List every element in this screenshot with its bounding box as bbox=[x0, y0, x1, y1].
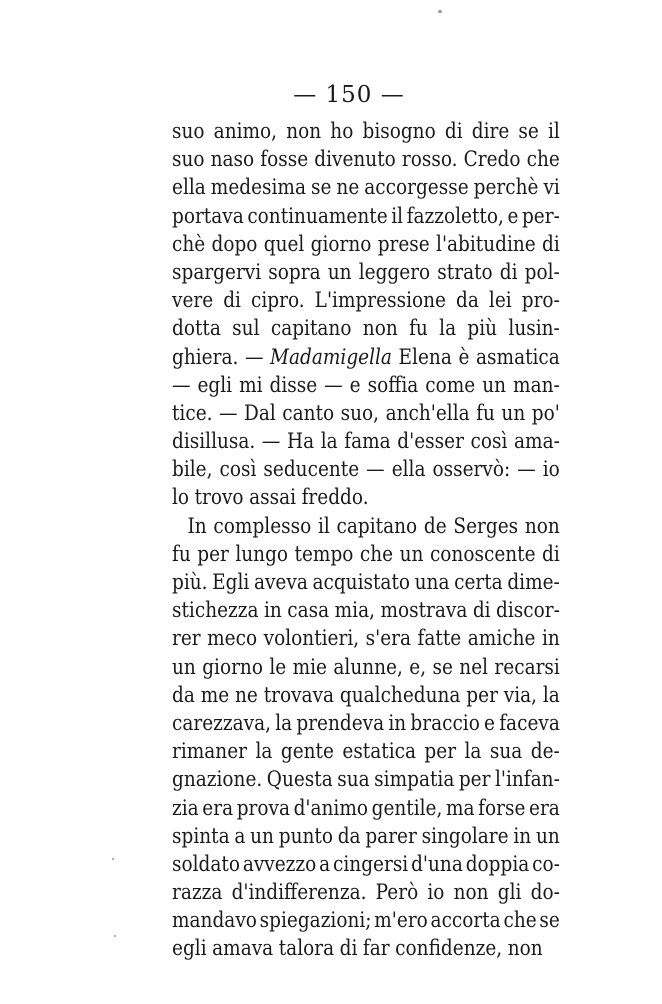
word: disillusa. bbox=[172, 429, 256, 455]
word: fu bbox=[172, 541, 191, 567]
word: spiegazioni; bbox=[259, 908, 372, 934]
word: bisogno bbox=[362, 119, 436, 144]
word: Madamigella bbox=[270, 344, 392, 370]
word: che bbox=[503, 908, 537, 934]
word: nel bbox=[459, 654, 489, 680]
word: suo, bbox=[340, 400, 380, 426]
word: mostrava bbox=[380, 598, 468, 624]
word: di bbox=[542, 231, 560, 257]
text-line bbox=[172, 682, 560, 710]
word: la bbox=[464, 739, 482, 765]
word: dime- bbox=[507, 570, 560, 595]
word: un bbox=[535, 823, 560, 849]
word: capitano bbox=[336, 513, 418, 539]
word: d'una bbox=[411, 851, 463, 877]
word: da bbox=[456, 288, 479, 314]
text-line bbox=[172, 879, 560, 907]
word: mia, bbox=[334, 598, 376, 624]
text-line bbox=[172, 456, 560, 484]
word: mie bbox=[292, 654, 328, 680]
word: animo, bbox=[213, 119, 278, 144]
word: suo bbox=[172, 147, 205, 173]
word: stichezza bbox=[172, 598, 259, 624]
text-line bbox=[172, 344, 560, 372]
word: Credo bbox=[463, 147, 521, 173]
word: canto bbox=[282, 400, 335, 426]
word: un bbox=[501, 400, 526, 426]
word: il bbox=[547, 119, 560, 144]
word: gli bbox=[497, 880, 522, 906]
word: qualcheduna bbox=[339, 682, 461, 708]
word: faceva bbox=[499, 710, 560, 736]
word: più. bbox=[172, 570, 208, 595]
word: Elena bbox=[398, 344, 452, 370]
text-line bbox=[172, 118, 560, 146]
word: discor- bbox=[496, 598, 560, 624]
word: assai bbox=[249, 485, 297, 511]
word: per bbox=[424, 739, 457, 765]
word: per bbox=[466, 682, 498, 708]
word: la bbox=[320, 429, 338, 455]
word: la bbox=[255, 739, 273, 765]
word: talora bbox=[278, 936, 335, 962]
text-line bbox=[172, 597, 560, 625]
word: soffia bbox=[367, 372, 419, 398]
word: bile, bbox=[172, 457, 213, 483]
word: lo bbox=[172, 485, 190, 511]
word: amava bbox=[212, 936, 274, 962]
word: e bbox=[507, 203, 519, 229]
word: Questa bbox=[266, 767, 333, 793]
word: estatica bbox=[342, 739, 416, 765]
paper-speck bbox=[112, 858, 114, 860]
word: egli bbox=[197, 372, 233, 398]
word: di bbox=[499, 259, 518, 285]
word: lusin- bbox=[508, 316, 560, 342]
word: per- bbox=[521, 203, 560, 229]
word: trovo bbox=[194, 485, 244, 511]
text-line bbox=[172, 484, 560, 512]
word: in bbox=[264, 598, 282, 624]
word: naso bbox=[210, 147, 255, 173]
word: la bbox=[275, 710, 293, 736]
word: man- bbox=[513, 372, 560, 398]
word: co- bbox=[532, 851, 560, 877]
page-number: — 150 — bbox=[293, 82, 405, 108]
word: pol- bbox=[524, 259, 560, 285]
word: ella bbox=[391, 457, 426, 483]
word: carezzava, bbox=[172, 710, 272, 736]
word: cingersi bbox=[333, 851, 409, 877]
word: a bbox=[234, 823, 246, 849]
word: giorno bbox=[202, 654, 263, 680]
word: ella bbox=[172, 175, 206, 201]
word: singolare bbox=[421, 823, 509, 849]
word: gente bbox=[280, 739, 334, 765]
word: fama bbox=[344, 429, 391, 455]
word: po' bbox=[531, 400, 560, 426]
word: simpatia bbox=[374, 767, 455, 793]
word: di bbox=[223, 288, 241, 314]
word: de bbox=[423, 513, 447, 539]
paper-speck bbox=[438, 10, 442, 13]
word: gentile, bbox=[371, 795, 443, 821]
word: così bbox=[219, 457, 257, 483]
word: sopra bbox=[268, 259, 321, 285]
word: più bbox=[467, 316, 498, 342]
word: de- bbox=[530, 739, 560, 765]
word: Dal bbox=[244, 400, 276, 426]
word: Ha bbox=[286, 429, 315, 455]
text-line bbox=[172, 146, 560, 174]
word: egli bbox=[172, 936, 207, 962]
word: Egli bbox=[212, 570, 250, 595]
word: continuamente bbox=[247, 203, 388, 229]
word: per bbox=[197, 541, 229, 567]
word: l'abitudine bbox=[436, 231, 536, 257]
word: alunne, bbox=[333, 654, 403, 680]
word: sua bbox=[489, 739, 523, 765]
word: da bbox=[172, 682, 195, 708]
text-line bbox=[172, 372, 560, 400]
word: cipro. bbox=[250, 288, 305, 314]
text-line bbox=[172, 428, 560, 456]
word: da bbox=[337, 823, 361, 849]
word: se bbox=[518, 119, 539, 144]
word: un bbox=[399, 541, 424, 567]
word: s'era bbox=[365, 626, 412, 652]
word: ne bbox=[336, 175, 360, 201]
word: confidenze, bbox=[395, 936, 503, 962]
word: suo bbox=[172, 119, 205, 144]
word: Però bbox=[375, 880, 419, 906]
word: perchè bbox=[473, 175, 539, 201]
word: un bbox=[172, 654, 196, 680]
text-line bbox=[172, 203, 560, 231]
word: certa bbox=[454, 570, 503, 595]
text-line bbox=[172, 795, 560, 823]
word: parer bbox=[365, 823, 417, 849]
word: e bbox=[484, 710, 496, 736]
word: casa bbox=[287, 598, 330, 624]
word: le bbox=[269, 654, 287, 680]
word: medesima bbox=[210, 175, 306, 201]
word: disse bbox=[269, 372, 318, 398]
word: vi bbox=[543, 175, 560, 201]
word: se bbox=[310, 175, 332, 201]
word: e, bbox=[409, 654, 427, 680]
word: L'impressione bbox=[314, 288, 446, 314]
word: — bbox=[517, 457, 536, 483]
text-line bbox=[172, 766, 560, 794]
word: se bbox=[539, 908, 560, 934]
word: che bbox=[359, 541, 394, 567]
word: strato bbox=[437, 259, 493, 285]
word: in bbox=[513, 823, 532, 849]
word: — bbox=[324, 372, 343, 398]
text-line bbox=[172, 541, 560, 569]
word: la bbox=[439, 316, 457, 342]
word: forse bbox=[478, 795, 526, 821]
word: gnazione. bbox=[172, 767, 263, 793]
word: e bbox=[349, 372, 361, 398]
word: braccio bbox=[410, 710, 480, 736]
word: — bbox=[366, 457, 385, 483]
word: d'indifferenza. bbox=[231, 880, 367, 906]
word: prese bbox=[377, 231, 430, 257]
word: lungo bbox=[235, 541, 289, 567]
word: io bbox=[542, 457, 560, 483]
word: freddo. bbox=[301, 485, 369, 511]
word: mi bbox=[239, 372, 263, 398]
word: amiche bbox=[467, 626, 536, 652]
text-line bbox=[172, 935, 560, 963]
word: il bbox=[391, 203, 404, 229]
word: leggero bbox=[358, 259, 431, 285]
word: pro- bbox=[521, 288, 560, 314]
text-line bbox=[172, 231, 560, 259]
word: era bbox=[529, 795, 560, 821]
word: non bbox=[453, 880, 489, 906]
word: ma bbox=[445, 795, 475, 821]
word: una bbox=[414, 570, 450, 595]
word: razza bbox=[172, 880, 223, 906]
word: avvezzo bbox=[242, 851, 317, 877]
word: recarsi bbox=[494, 654, 560, 680]
word: di bbox=[444, 119, 463, 144]
word: un bbox=[482, 372, 507, 398]
word: tempo bbox=[294, 541, 354, 567]
text-line bbox=[172, 400, 560, 428]
word: do- bbox=[530, 880, 560, 906]
word: di bbox=[542, 541, 560, 567]
word: complesso bbox=[213, 513, 312, 539]
word: spargervi bbox=[172, 259, 262, 285]
word: portava bbox=[172, 203, 244, 229]
word: fazzoletto, bbox=[406, 203, 504, 229]
word: così bbox=[470, 429, 508, 455]
word: la bbox=[542, 682, 560, 708]
word: fatte bbox=[417, 626, 462, 652]
word: io bbox=[427, 880, 445, 906]
word: giorno bbox=[310, 231, 372, 257]
word: di bbox=[472, 598, 491, 624]
word: capitano bbox=[270, 316, 352, 342]
word: spinta bbox=[172, 823, 230, 849]
text-line bbox=[172, 907, 560, 935]
word: dire bbox=[471, 119, 510, 144]
word: meco bbox=[207, 626, 258, 652]
word: osservò: bbox=[432, 457, 511, 483]
word: trovava bbox=[263, 682, 335, 708]
text-line bbox=[172, 259, 560, 287]
word: mandavo bbox=[172, 908, 257, 934]
word: fu bbox=[476, 400, 495, 426]
word: chè bbox=[172, 231, 206, 257]
word: di bbox=[339, 936, 358, 962]
word: aveva bbox=[253, 570, 308, 595]
word: accorgesse bbox=[364, 175, 469, 201]
word: non bbox=[286, 119, 322, 144]
word: soldato bbox=[172, 851, 240, 877]
word: dotta bbox=[172, 316, 221, 342]
text-line bbox=[172, 569, 560, 597]
text-line bbox=[172, 738, 560, 766]
word: volontieri, bbox=[263, 626, 360, 652]
word: non bbox=[507, 936, 543, 962]
word: divenuto bbox=[314, 147, 396, 173]
word: asmatica bbox=[476, 344, 560, 370]
word: a bbox=[319, 851, 331, 877]
word: come bbox=[425, 372, 476, 398]
word: rimaner bbox=[172, 739, 248, 765]
text-line bbox=[172, 823, 560, 851]
word: d'esser bbox=[397, 429, 464, 455]
word: — bbox=[244, 344, 264, 370]
word: era bbox=[202, 795, 234, 821]
word: non bbox=[362, 316, 398, 342]
text-line bbox=[172, 174, 560, 202]
word: accorta bbox=[430, 908, 501, 934]
word: prova bbox=[236, 795, 290, 821]
word: in bbox=[388, 710, 407, 736]
word: non bbox=[524, 513, 560, 539]
word: quel bbox=[263, 231, 305, 257]
word: rosso. bbox=[401, 147, 458, 173]
word: è bbox=[458, 344, 470, 370]
word: dopo bbox=[211, 231, 258, 257]
word: — bbox=[219, 400, 238, 426]
text-line bbox=[172, 851, 560, 879]
word: Serges bbox=[453, 513, 519, 539]
word: far bbox=[362, 936, 390, 962]
text-line bbox=[172, 513, 560, 541]
word: lei bbox=[488, 288, 512, 314]
word: seducente bbox=[263, 457, 360, 483]
word: sul bbox=[232, 316, 260, 342]
word: doppia bbox=[465, 851, 530, 877]
word: il bbox=[317, 513, 330, 539]
word: un bbox=[250, 823, 274, 849]
word: ama- bbox=[514, 429, 560, 455]
word: ho bbox=[330, 119, 354, 144]
paper-speck bbox=[114, 935, 116, 937]
word: sua bbox=[337, 767, 370, 793]
word: fu bbox=[409, 316, 428, 342]
word: l'infan- bbox=[494, 767, 560, 793]
text-line bbox=[172, 710, 560, 738]
text-line bbox=[172, 654, 560, 682]
word: per bbox=[458, 767, 491, 793]
word: m'ero bbox=[374, 908, 428, 934]
text-line bbox=[172, 287, 560, 315]
word: rer bbox=[172, 626, 201, 652]
word: fosse bbox=[260, 147, 309, 173]
word: — bbox=[172, 372, 191, 398]
word: in bbox=[541, 626, 560, 652]
word: un bbox=[327, 259, 352, 285]
word: via, bbox=[503, 682, 538, 708]
word: se bbox=[432, 654, 453, 680]
word: prendeva bbox=[296, 710, 385, 736]
word: tice. bbox=[172, 400, 213, 426]
word: vere bbox=[172, 288, 214, 314]
word: punto bbox=[278, 823, 333, 849]
body-text bbox=[172, 118, 560, 964]
word: In bbox=[187, 513, 207, 539]
text-line bbox=[172, 315, 560, 343]
text-line bbox=[172, 625, 560, 653]
word: che bbox=[526, 147, 560, 173]
word: d'animo bbox=[293, 795, 369, 821]
word: anch'ella bbox=[385, 400, 470, 426]
word: acquistato bbox=[312, 570, 411, 595]
word: conoscente bbox=[429, 541, 536, 567]
word: me bbox=[200, 682, 230, 708]
word: ghiera. bbox=[172, 344, 239, 370]
word: zia bbox=[172, 795, 199, 821]
word: ne bbox=[235, 682, 258, 708]
word: — bbox=[261, 429, 281, 455]
